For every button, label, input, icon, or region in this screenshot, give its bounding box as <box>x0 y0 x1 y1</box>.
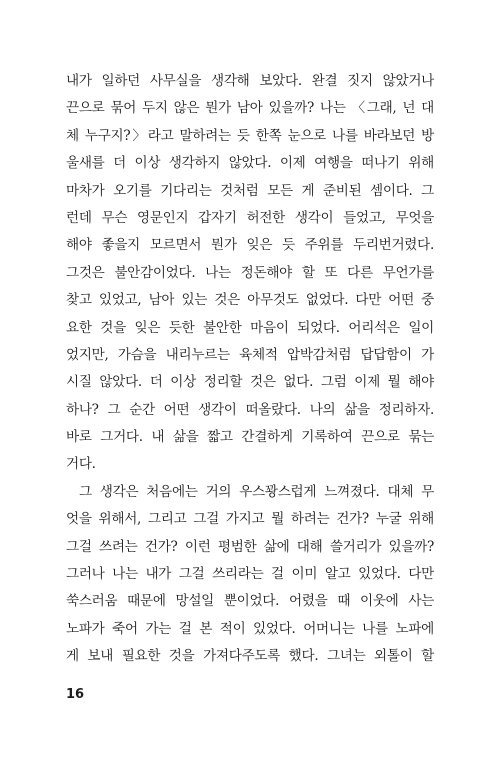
text-line: 체 누구지?〉라고 말하려는 듯 한쪽 눈으로 나를 바라보던 방 <box>66 127 434 144</box>
text-line: 그것은 불안감이었다. 나는 정돈해야 할 또 다른 무언가를 <box>66 264 434 281</box>
text-line: 그러나 나는 내가 그걸 쓰리라는 걸 이미 알고 있었다. 다만 <box>66 566 434 583</box>
text-line: 찾고 있었고, 남아 있는 것은 아무것도 없었다. 다만 어떤 중 <box>66 292 434 309</box>
text-line: 울새를 더 이상 생각하지 않았다. 이제 여행을 떠나기 위해 <box>66 155 434 172</box>
text-line: 쑥스러움 때문에 망설일 뿐이었다. 어렸을 때 이웃에 사는 <box>66 593 434 610</box>
page-number: 16 <box>66 687 85 702</box>
text-line: 요한 것을 잊은 듯한 불안한 마음이 되었다. 어리석은 일이 <box>66 319 434 336</box>
text-line: 그걸 쓰려는 건가? 이런 평범한 삶에 대해 쓸거리가 있을까? <box>66 538 434 555</box>
text-line: 거다. <box>66 456 96 473</box>
text-line: 었지만, 가슴을 내리누르는 육체적 압박감처럼 답답함이 가 <box>66 346 434 363</box>
text-line: 노파가 죽어 가는 걸 본 적이 있었다. 어머니는 나를 노파에 <box>66 620 434 637</box>
body-text <box>66 68 434 671</box>
text-line: 런데 무슨 영문인지 갑자기 허전한 생각이 들었고, 무엇을 <box>66 209 434 226</box>
text-line: 바로 그거다. 내 삶을 짧고 간결하게 기록하여 끈으로 묶는 <box>66 429 434 446</box>
text-line: 끈으로 묶어 두지 않은 뭔가 남아 있을까? 나는 〈그래, 넌 대 <box>66 100 434 117</box>
text-line: 엇을 위해서, 그리고 그걸 가지고 뭘 하려는 건가? 누굴 위해 <box>66 511 434 528</box>
text-line: 그 생각은 처음에는 거의 우스꽝스럽게 느껴졌다. 대체 무 <box>79 483 434 500</box>
text-line: 게 보내 필요한 것을 가져다주도록 했다. 그녀는 외톨이 할 <box>66 648 434 665</box>
text-line: 시질 않았다. 더 이상 정리할 것은 없다. 그럼 이제 뭘 해야 <box>66 374 434 391</box>
text-line: 내가 일하던 사무실을 생각해 보았다. 완결 짓지 않았거나 <box>66 73 434 89</box>
text-line: 하나? 그 순간 어떤 생각이 떠올랐다. 나의 삶을 정리하자. <box>66 401 434 418</box>
text-line: 해야 좋을지 모르면서 뭔가 잊은 듯 주위를 두리번거렸다. <box>66 237 434 254</box>
paragraph-2 <box>66 479 434 671</box>
text-line: 마차가 오기를 기다리는 것처럼 모든 게 준비된 셈이다. 그 <box>66 182 434 199</box>
paragraph-1 <box>66 68 434 479</box>
